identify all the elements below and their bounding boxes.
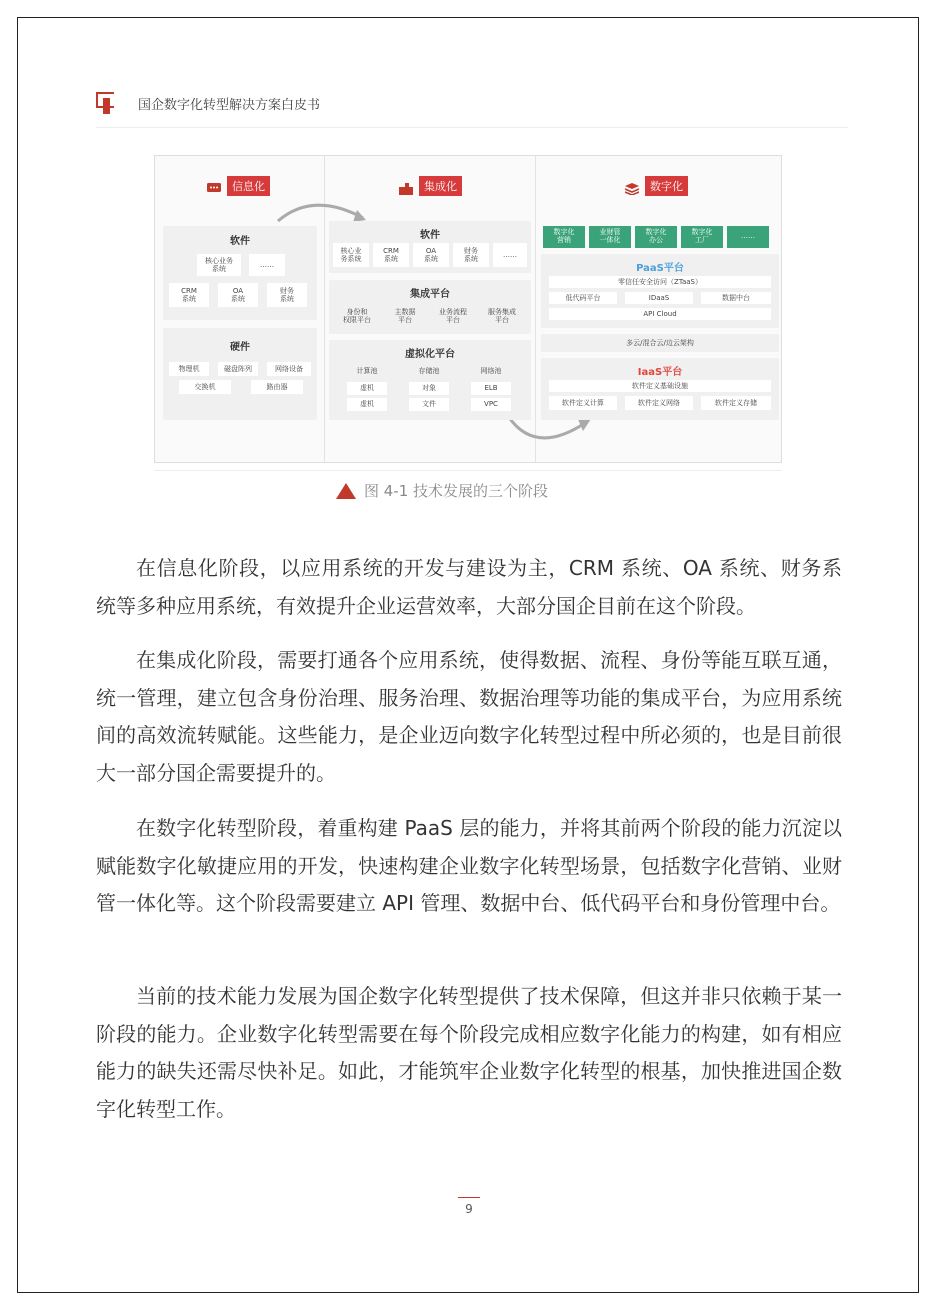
panel-title: 软件 bbox=[420, 230, 440, 241]
header-divider bbox=[96, 127, 848, 128]
panel-title: 虚拟化平台 bbox=[405, 349, 455, 360]
stage-label: 集成化 bbox=[419, 176, 462, 196]
paas-cell: IDaaS bbox=[625, 292, 693, 304]
app-cell: 数字化 办公 bbox=[635, 226, 677, 248]
page-header bbox=[96, 90, 848, 130]
app-cell: 业财管 一体化 bbox=[589, 226, 631, 248]
pool-cell: 文件 bbox=[409, 398, 449, 411]
body-paragraph: 在信息化阶段，以应用系统的开发与建设为主，CRM 系统、OA 系统、财务系统等多种应用系统，有效提升企业运营效率，大部分国企目前在这个阶段。 bbox=[96, 556, 842, 618]
system-cell: 核心业务 系统 bbox=[197, 254, 241, 276]
pool-cell: 计算池 bbox=[356, 366, 378, 375]
pool-cell: VPC bbox=[471, 398, 511, 411]
integration-panel bbox=[329, 280, 531, 334]
paas-panel bbox=[541, 254, 779, 328]
cloud-panel bbox=[541, 334, 779, 352]
hardware-cell: 交换机 bbox=[179, 380, 231, 394]
virtualization-panel bbox=[329, 340, 531, 420]
figure-caption bbox=[336, 480, 548, 501]
stages-figure bbox=[154, 155, 782, 463]
iaas-cell: 软件定义存储 bbox=[701, 396, 771, 410]
pool-cell: 网络池 bbox=[480, 366, 502, 375]
api-cloud-bar: API Cloud bbox=[549, 308, 771, 320]
hardware-cell: 磁盘阵列 bbox=[218, 362, 258, 376]
platform-cell: 业务流程 平台 bbox=[439, 307, 467, 324]
stage-digitalization-title bbox=[625, 176, 688, 196]
stage-integration-title bbox=[399, 176, 462, 196]
caption-divider bbox=[154, 470, 782, 471]
platform-cell: 服务集成 平台 bbox=[488, 307, 516, 324]
pool-cell: ELB bbox=[471, 382, 511, 395]
page-number: 9 bbox=[465, 1202, 473, 1216]
paas-cell: 数据中台 bbox=[701, 292, 771, 304]
page-number-divider bbox=[458, 1197, 480, 1198]
body-paragraph: 在集成化阶段，需要打通各个应用系统，使得数据、流程、身份等能互联互通，统一管理，建立包含身份治理、服务治理、数据治理等功能的集成平台，为应用系统间的高效流转赋能。这些能力，是企业迈向数字化转型过程中所必须的，也是目前很大一部分国企需要提升的。 bbox=[96, 648, 842, 785]
panel-title: 集成平台 bbox=[410, 289, 450, 300]
paas-title: PaaS平台 bbox=[636, 263, 684, 274]
brand-logo-icon bbox=[96, 92, 118, 116]
cloud-label: 多云/混合云/边云架构 bbox=[626, 339, 694, 347]
body-paragraph: 当前的技术能力发展为国企数字化转型提供了技术保障，但这并非只依赖于某一阶段的能力。企业数字化转型需要在每个阶段完成相应数字化能力的构建，如有相应能力的缺失还需尽快补足。如此，才能筑牢企业数字化转型的根基，加快推进国企数字化转型工作。 bbox=[96, 984, 842, 1121]
stage-label: 信息化 bbox=[227, 176, 270, 196]
body-paragraph: 在数字化转型阶段，着重构建 PaaS 层的能力，并将其前两个阶段的能力沉淀以赋能数字化敏捷应用的开发，快速构建企业数字化转型场景，包括数字化营销、业财管一体化等。这个阶段需要建立 API 管理、数据中台、低代码平台和身份管理中台。 bbox=[96, 816, 842, 915]
system-cell: CRM 系统 bbox=[373, 243, 409, 267]
hardware-cell: 网络设备 bbox=[267, 362, 311, 376]
iaas-cell: 软件定义网络 bbox=[625, 396, 693, 410]
hardware-cell: 物理机 bbox=[169, 362, 209, 376]
paas-cell: 低代码平台 bbox=[549, 292, 617, 304]
sdi-bar: 软件定义基础设施 bbox=[549, 380, 771, 392]
triangle-icon bbox=[336, 483, 356, 499]
ztaas-bar: 零信任安全访问（ZTaaS） bbox=[549, 276, 771, 288]
software-panel bbox=[329, 221, 531, 273]
chat-icon bbox=[207, 180, 221, 192]
panel-title: 软件 bbox=[230, 236, 250, 247]
stage-label: 数字化 bbox=[645, 176, 688, 196]
app-cell: 数字化 营销 bbox=[543, 226, 585, 248]
pool-cell: 虚机 bbox=[347, 398, 387, 411]
system-cell: OA 系统 bbox=[413, 243, 449, 267]
panel-title: 硬件 bbox=[230, 342, 250, 353]
pool-cell: 对象 bbox=[409, 382, 449, 395]
iaas-cell: 软件定义计算 bbox=[549, 396, 617, 410]
system-cell: CRM 系统 bbox=[169, 283, 209, 307]
system-cell: 财务 系统 bbox=[267, 283, 307, 307]
system-cell: 财务 系统 bbox=[453, 243, 489, 267]
system-cell: …… bbox=[493, 243, 527, 267]
system-cell: 核心业 务系统 bbox=[333, 243, 369, 267]
caption-text: 图 4-1 技术发展的三个阶段 bbox=[364, 482, 549, 500]
iaas-panel bbox=[541, 358, 779, 420]
platform-cell: 主数据 平台 bbox=[394, 307, 416, 324]
app-cell: 数字化 工厂 bbox=[681, 226, 723, 248]
layers-icon bbox=[399, 180, 413, 192]
app-cell: …… bbox=[727, 226, 769, 248]
software-panel bbox=[163, 226, 317, 320]
system-cell: …… bbox=[249, 254, 285, 276]
hardware-cell: 路由器 bbox=[251, 380, 303, 394]
stack-icon bbox=[625, 180, 639, 192]
pool-cell: 存储池 bbox=[418, 366, 440, 375]
iaas-title: IaaS平台 bbox=[637, 367, 683, 378]
system-cell: OA 系统 bbox=[218, 283, 258, 307]
stage-informatization-title bbox=[207, 176, 270, 196]
pool-cell: 虚机 bbox=[347, 382, 387, 395]
platform-cell: 身份和 权限平台 bbox=[343, 307, 371, 324]
header-title: 国企数字化转型解决方案白皮书 bbox=[138, 98, 321, 113]
hardware-panel bbox=[163, 328, 317, 420]
